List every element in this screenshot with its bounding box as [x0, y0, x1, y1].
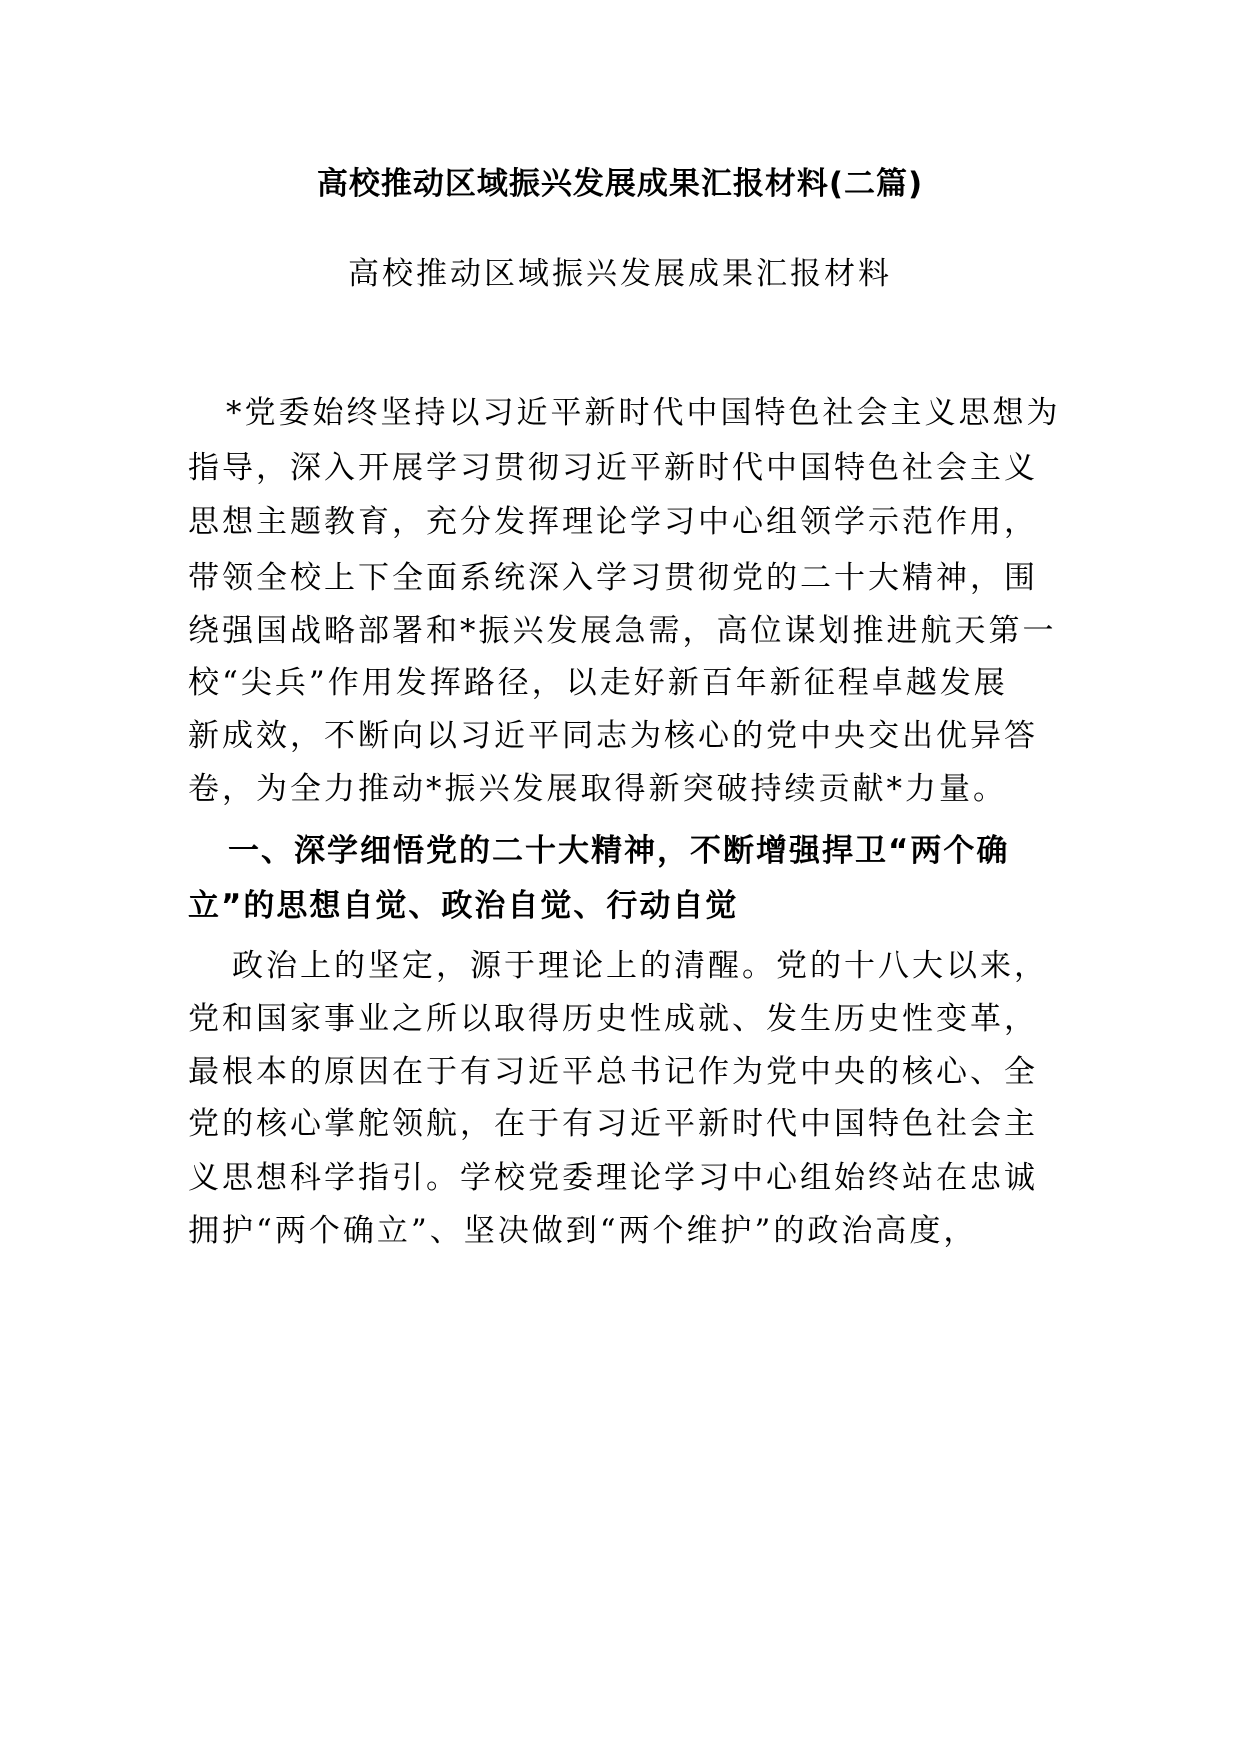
paragraph-1-line: 校“尖兵”作用发挥路径，以走好新百年新征程卓越发展 — [188, 665, 1008, 701]
paragraph-2-line: 党和国家事业之所以取得历史性成就、发生历史性变革， — [188, 1001, 1038, 1037]
paragraph-1-line: *党委始终坚持以习近平新时代中国特色社会主义思想为 — [226, 395, 1061, 431]
section-heading-line: 立”的思想自觉、政治自觉、行动自觉 — [188, 888, 739, 924]
section-heading-line: 一、深学细悟党的二十大精神，不断增强捍卫“两个确 — [228, 833, 1010, 869]
paragraph-2-line: 党的核心掌舵领航，在于有习近平新时代中国特色社会主 — [188, 1106, 1038, 1142]
paragraph-1-line: 带领全校上下全面系统深入学习贯彻党的二十大精神，围 — [188, 560, 1038, 596]
paragraph-2-line: 最根本的原因在于有习近平总书记作为党中央的核心、全 — [188, 1054, 1038, 1090]
paragraph-2-line: 政治上的坚定，源于理论上的清醒。党的十八大以来， — [232, 948, 1048, 984]
paragraph-2-line: 义思想科学指引。学校党委理论学习中心组始终站在忠诚 — [188, 1160, 1038, 1196]
paragraph-1-line: 指导，深入开展学习贯彻习近平新时代中国特色社会主义 — [188, 450, 1038, 486]
paragraph-2-line: 拥护“两个确立”、坚决做到“两个维护”的政治高度， — [188, 1213, 978, 1249]
paragraph-1-line: 卷，为全力推动*振兴发展取得新突破持续贡献*力量。 — [188, 771, 1007, 807]
document-subtitle: 高校推动区域振兴发展成果汇报材料 — [348, 256, 892, 292]
paragraph-1-line: 思想主题教育，充分发挥理论学习中心组领学示范作用， — [188, 504, 1038, 540]
document-title: 高校推动区域振兴发展成果汇报材料(二篇) — [316, 166, 924, 202]
paragraph-1-line: 绕强国战略部署和*振兴发展急需，高位谋划推进航天第一 — [188, 613, 1057, 649]
paragraph-1-line: 新成效，不断向以习近平同志为核心的党中央交出优异答 — [188, 718, 1038, 754]
